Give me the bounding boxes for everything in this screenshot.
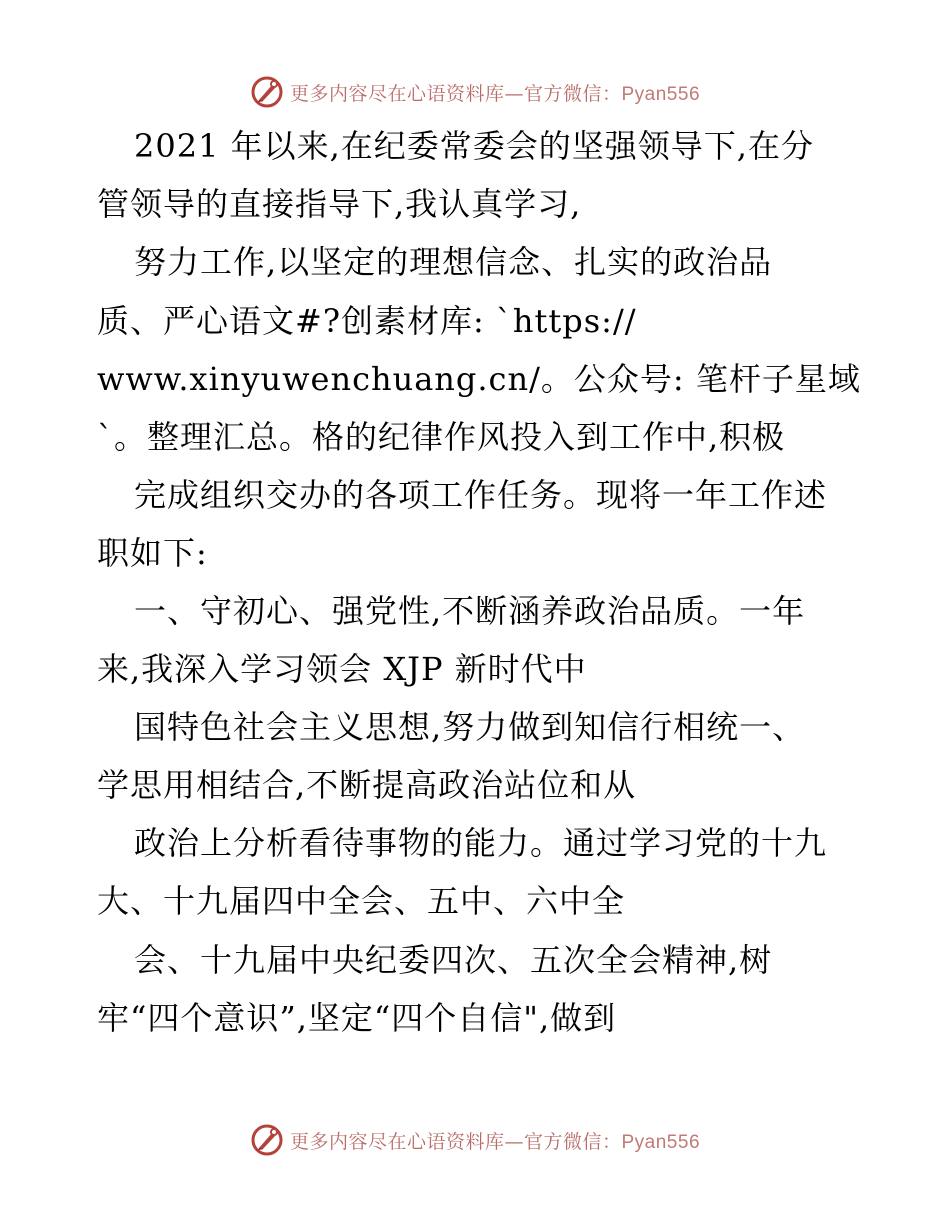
text-line-12: 学思用相结合,不断提高政治站位和从: [97, 766, 637, 804]
text-line-10: 来,我深入学习领会 XJP 新时代中: [97, 650, 587, 688]
footer-banner-label: 更多内容尽在心语资料库—官方微信：: [289, 1130, 622, 1153]
footer-banner-text: [290, 1127, 700, 1154]
quill-logo-icon: [250, 1123, 284, 1157]
header-banner-label: 更多内容尽在心语资料库—官方微信：: [289, 82, 622, 105]
text-line-14: 大、十九届四中全会、五中、六中全: [97, 882, 626, 920]
text-line-11: 国特色社会主义思想,努力做到知信行相统一、: [134, 708, 806, 746]
text-line-9: 一、守初心、强党性,不断涵养政治品质。一年: [134, 592, 806, 630]
text-line-7: 完成组织交办的各项工作任务。现将一年工作述: [134, 476, 828, 514]
text-line-1: 2021 年以来,在纪委常委会的坚强领导下,在分: [134, 127, 814, 165]
text-line-13: 政治上分析看待事物的能力。通过学习党的十九: [134, 824, 828, 862]
text-line-4: 质、严心语文#?创素材库: `https://: [97, 302, 637, 340]
footer-wechat-id: Pyan556: [621, 1131, 701, 1153]
header-wechat-id: Pyan556: [621, 83, 701, 105]
text-line-8: 职如下:: [97, 534, 208, 572]
text-line-5: www.xinyuwenchuang.cn/。公众号: 笔杆子星域: [97, 360, 861, 398]
text-line-16: 牢“四个意识”,坚定“四个自信",做到: [97, 999, 617, 1037]
text-line-15: 会、十九届中央纪委四次、五次全会精神,树: [134, 941, 773, 979]
text-line-3: 努力工作,以坚定的理想信念、扎实的政治品: [134, 243, 773, 281]
text-line-2: 管领导的直接指导下,我认真学习,: [97, 185, 582, 223]
footer-banner: [0, 1120, 950, 1160]
text-line-6: `。整理汇总。格的纪律作风投入到工作中,积极: [97, 418, 786, 456]
